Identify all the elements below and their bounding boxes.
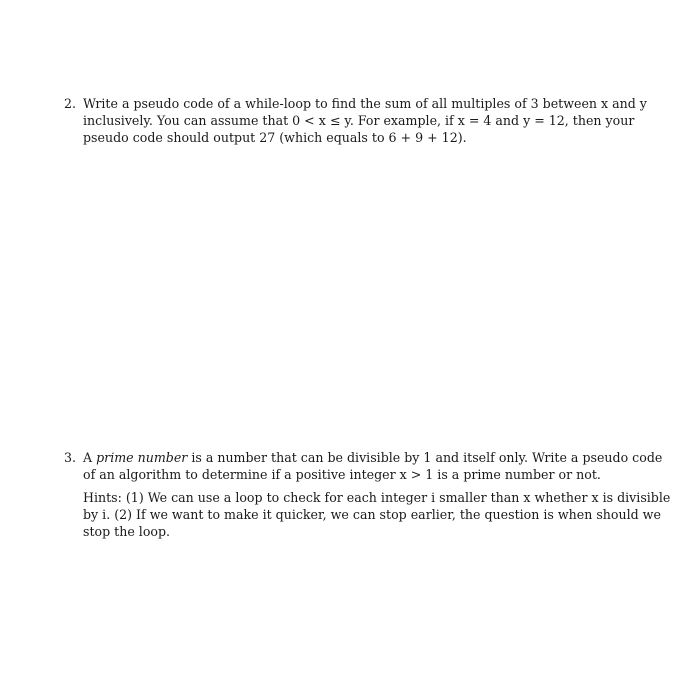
question-3-line-1-prefix: A <box>83 450 97 465</box>
question-2-number: 2. <box>64 96 77 111</box>
question-3-line-1 <box>83 449 663 466</box>
question-3-hint-line-3: stop the loop. <box>83 524 171 539</box>
question-3 <box>64 449 671 540</box>
question-3-hints <box>83 489 671 540</box>
prime-number-term: prime number <box>96 450 188 465</box>
question-2-line-1: Write a pseudo code of a while-loop to find the sum of all multiples of 3 between x and y <box>83 96 647 111</box>
question-3-line-1-suffix: is a number that can be divisible by 1 and itself only. Write a pseudo code <box>187 450 663 465</box>
question-3-hint-line-1: Hints: (1) We can use a loop to check for each integer i smaller than x whether x is divisible <box>83 490 671 505</box>
question-2-line-2: inclusively. You can assume that 0 < x ≤ y. For example, if x = 4 and y = 12, then your <box>83 113 635 128</box>
question-2-line-3: pseudo code should output 27 (which equals to 6 + 9 + 12). <box>83 130 467 145</box>
question-3-number: 3. <box>64 450 77 465</box>
question-2 <box>64 95 647 146</box>
question-3-line-2: of an algorithm to determine if a positive integer x > 1 is a prime number or not. <box>83 467 601 482</box>
question-2-text <box>83 95 647 146</box>
question-3-hint-line-2: by i. (2) If we want to make it quicker, we can stop earlier, the question is when should we <box>83 507 661 522</box>
question-3-text <box>83 449 671 540</box>
question-3-prompt <box>83 449 663 483</box>
